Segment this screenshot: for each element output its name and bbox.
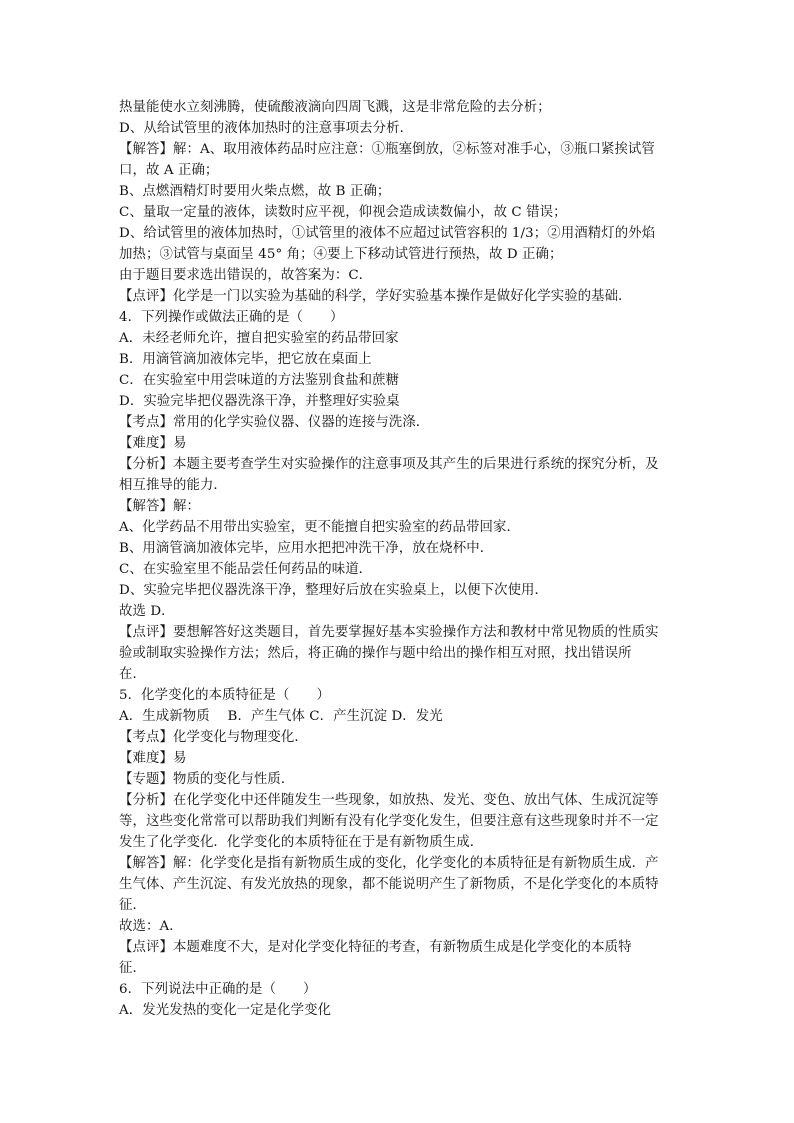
question-title: 6．下列说法中正确的是（ ） <box>119 982 317 997</box>
option-line: A．生成新物质 B．产生气体 C．产生沉淀 D．发光 <box>119 709 443 724</box>
text-line: 生气体、产生沉淀、有发光放热的现象，都不能说明产生了新物质，不是化学变化的本质特 <box>119 877 659 892</box>
text-line: C、在实验室里不能品尝任何药品的味道． <box>119 562 373 577</box>
text-line: 【分析】本题主要考查学生对实验操作的注意事项及其产生的后果进行系统的探究分析，及 <box>119 457 659 472</box>
text-line: 【解答】解：化学变化是指有新物质生成的变化，化学变化的本质特征是有新物质生成．产 <box>119 856 659 871</box>
option-line: B．用滴管滴加液体完毕，把它放在桌面上 <box>119 352 372 367</box>
text-line: C、量取一定量的液体，读数时应平视，仰视会造成读数偏小，故 C 错误； <box>119 205 567 220</box>
option-line: A．未经老师允许，擅自把实验室的药品带回家 <box>119 331 399 346</box>
text-line: 【专题】物质的变化与性质． <box>119 772 295 787</box>
text-line: 热量能使水立刻沸腾，使硫酸液滴向四周飞溅，这是非常危险的去分析； <box>119 100 551 115</box>
text-line: 【解答】解：A、取用液体药品时应注意：①瓶塞倒放，②标签对准手心，③瓶口紧挨试管 <box>119 142 655 157</box>
text-line: 验或制取实验操作方法；然后，将正确的操作与题中给出的操作相互对照，找出错误所 <box>119 646 632 661</box>
question-title: 4．下列操作或做法正确的是（ ） <box>119 310 344 325</box>
text-line: 故选：A． <box>119 919 183 934</box>
text-line: A、化学药品不用带出实验室，更不能擅自把实验室的药品带回家． <box>119 520 520 535</box>
text-line: 【难度】易 <box>119 436 187 451</box>
text-line: B、点燃酒精灯时要用火柴点燃，故 B 正确； <box>119 184 391 199</box>
text-line: 【点评】要想解答好这类题目，首先要掌握好基本实验操作方法和教材中常见物质的性质实 <box>119 625 659 640</box>
question-title: 5．化学变化的本质特征是（ ） <box>119 688 330 703</box>
text-line: 在． <box>119 667 146 682</box>
option-line: D．实验完毕把仪器洗涤干净，并整理好实验桌 <box>119 394 400 409</box>
text-line: 【解答】解： <box>119 499 200 514</box>
text-line: 等，这些变化常常可以帮助我们判断有没有化学变化发生，但要注意有这些现象时并不一定 <box>119 814 659 829</box>
document-body <box>119 97 691 1021</box>
option-line: A．发光发热的变化一定是化学变化 <box>119 1003 332 1018</box>
text-line: 征． <box>119 961 146 976</box>
text-line: D、给试管里的液体加热时，①试管里的液体不应超过试管容积的 1/3；②用酒精灯的外焰 <box>119 226 656 241</box>
text-line: 口，故 A 正确； <box>119 163 219 178</box>
text-line: 【点评】化学是一门以实验为基础的科学，学好实验基本操作是做好化学实验的基础． <box>119 289 632 304</box>
text-line: 【点评】本题难度不大，是对化学变化特征的考查，有新物质生成是化学变化的本质特 <box>119 940 632 955</box>
option-line: C．在实验室中用尝味道的方法鉴别食盐和蔗糖 <box>119 373 400 388</box>
text-line: 相互推导的能力． <box>119 478 227 493</box>
text-line: 【考点】常用的化学实验仪器、仪器的连接与洗涤． <box>119 415 430 430</box>
text-line: 加热；③试管与桌面呈 45° 角；④要上下移动试管进行预热，故 D 正确； <box>119 247 563 262</box>
text-line: 由于题目要求选出错误的，故答案为：C． <box>119 268 373 283</box>
text-line: 故选 D． <box>119 604 175 619</box>
text-line: 【分析】在化学变化中还伴随发生一些现象，如放热、发光、变色、放出气体、生成沉淀等 <box>119 793 659 808</box>
text-line: B、用滴管滴加液体完毕，应用水把把冲洗干净，放在烧杯中． <box>119 541 494 556</box>
text-line: 【考点】化学变化与物理变化． <box>119 730 308 745</box>
text-line: 【难度】易 <box>119 751 187 766</box>
text-line: D、实验完毕把仪器洗涤干净，整理好后放在实验桌上，以便下次使用． <box>119 583 549 598</box>
text-line: 发生了化学变化．化学变化的本质特征在于是有新物质生成． <box>119 835 484 850</box>
text-line: D、从给试管里的液体加热时的注意事项去分析． <box>119 121 414 136</box>
text-line: 征． <box>119 898 146 913</box>
